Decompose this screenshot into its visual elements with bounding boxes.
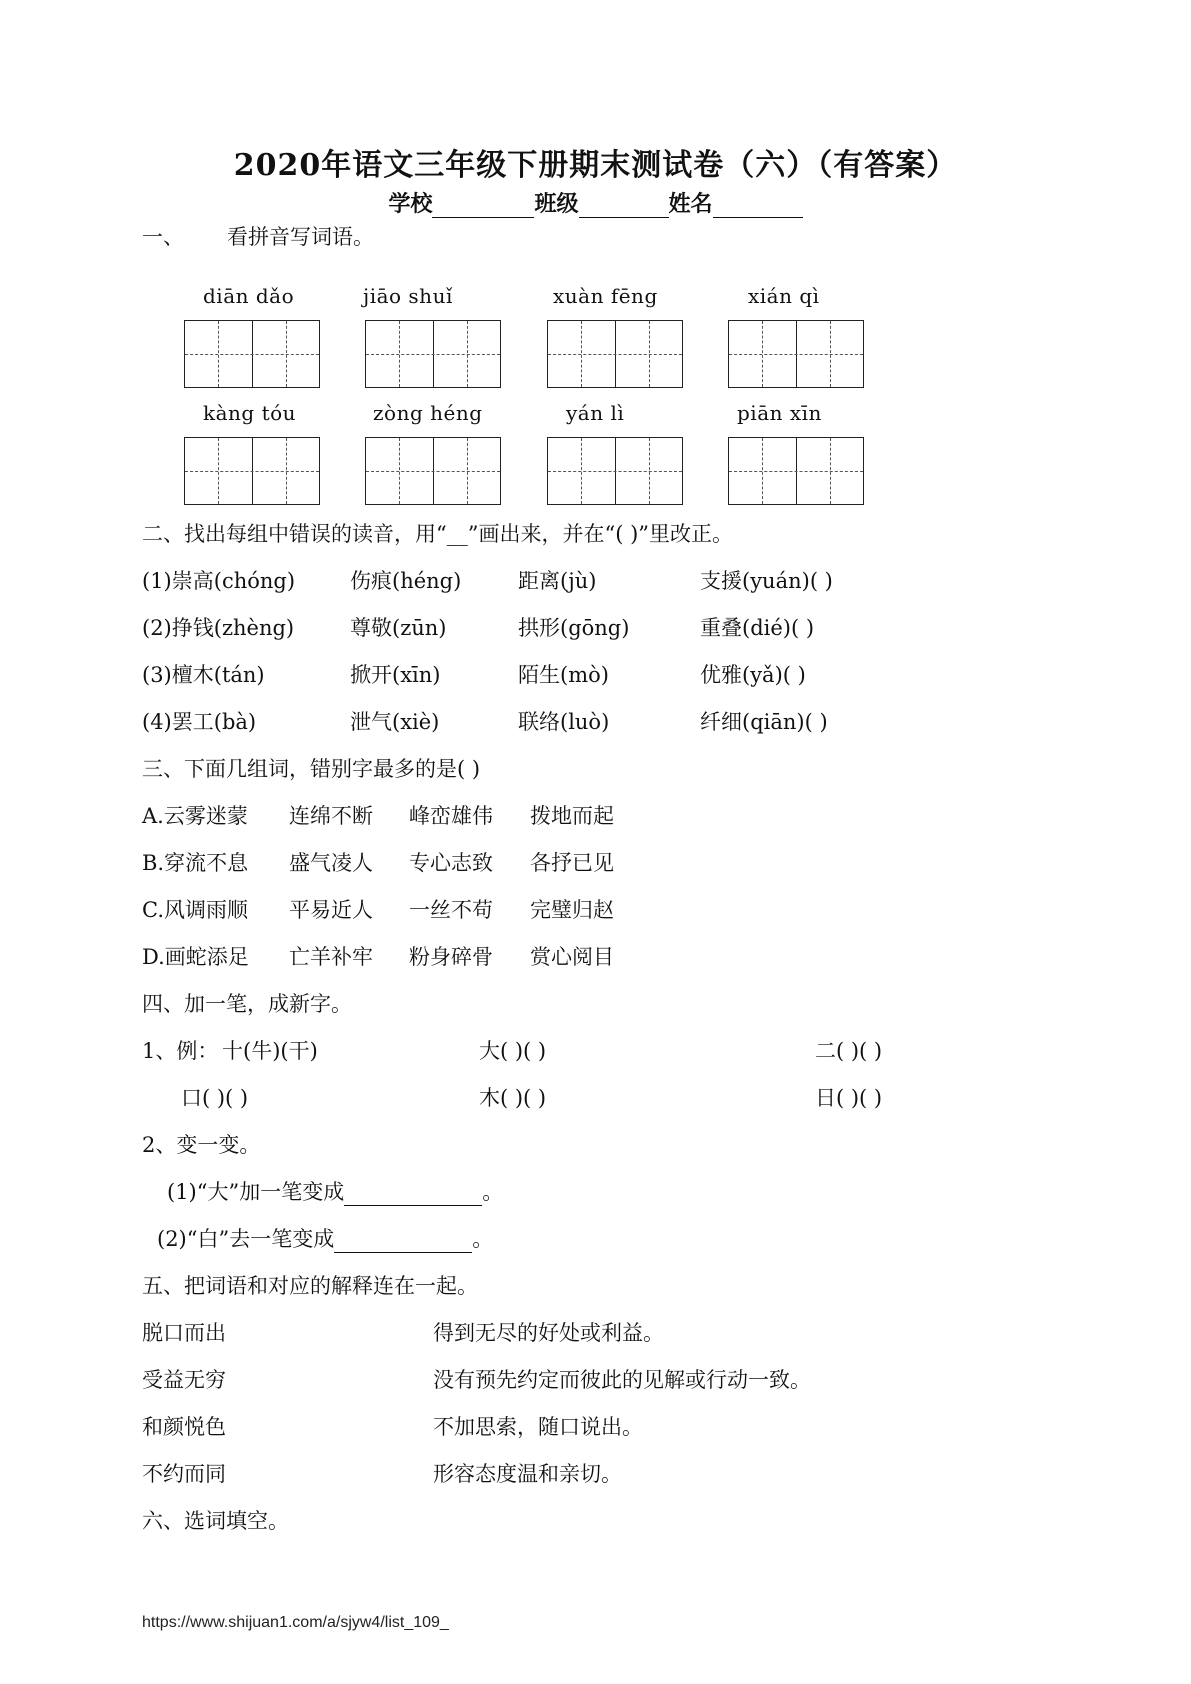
pronunciation-item: 伤痕(héng) — [350, 569, 462, 593]
option-word: 亡羊补牢 — [289, 945, 373, 969]
option-word: 拨地而起 — [530, 804, 614, 828]
match-meaning[interactable]: 不加思索，随口说出。 — [433, 1415, 643, 1439]
match-meaning[interactable]: 没有预先约定而彼此的见解或行动一致。 — [433, 1368, 811, 1392]
q1-label: 1、例： — [142, 1039, 219, 1063]
period: 。 — [482, 1180, 504, 1204]
match-meaning[interactable]: 得到无尽的好处或利益。 — [433, 1321, 664, 1345]
pinyin-8: piān xīn — [737, 401, 822, 425]
writing-grid[interactable] — [728, 437, 864, 505]
pinyin-5: kàng tóu — [203, 401, 297, 425]
option-word: D.画蛇添足 — [142, 945, 249, 969]
example-answer: 十(牛)(干) — [222, 1039, 318, 1063]
pronunciation-item[interactable]: 支援(yuán)( ) — [700, 569, 833, 593]
pronunciation-item: (2)挣钱(zhèng) — [142, 616, 295, 640]
name-label: 姓名 — [668, 191, 713, 217]
option-word: C.风调雨顺 — [142, 898, 248, 922]
pinyin-2: jiāo shuǐ — [363, 284, 453, 308]
q2-label: 2、变一变。 — [142, 1133, 261, 1157]
pronunciation-item: (3)檀木(tán) — [142, 663, 265, 687]
option-word: 专心志致 — [409, 851, 493, 875]
add-stroke-item[interactable]: 日( )( ) — [815, 1086, 883, 1110]
answer-blank[interactable] — [344, 1183, 482, 1206]
pinyin-3: xuàn fēng — [553, 284, 658, 308]
add-stroke-item[interactable]: 大( )( ) — [479, 1039, 547, 1063]
writing-grid[interactable] — [728, 320, 864, 388]
footer-url[interactable]: https://www.shijuan1.com/a/sjyw4/list_109_ — [142, 1614, 449, 1631]
school-label: 学校 — [388, 191, 433, 217]
option-word: 各抒已见 — [530, 851, 614, 875]
match-word[interactable]: 不约而同 — [142, 1462, 226, 1486]
match-word[interactable]: 受益无穷 — [142, 1368, 226, 1392]
option-word: A.云雾迷蒙 — [142, 804, 248, 828]
section-6-heading: 六、选词填空。 — [142, 1509, 289, 1533]
option-word: 盛气凌人 — [289, 851, 373, 875]
option-word: 平易近人 — [289, 898, 373, 922]
option-word: 粉身碎骨 — [409, 945, 493, 969]
student-info-line — [0, 187, 1191, 218]
option-word: 完璧归赵 — [530, 898, 614, 922]
section-1-heading: 看拼音写词语。 — [227, 225, 374, 249]
pronunciation-item: (4)罢工(bà) — [142, 710, 257, 734]
match-meaning[interactable]: 形容态度温和亲切。 — [433, 1462, 622, 1486]
pronunciation-item: 距离(jù) — [518, 569, 597, 593]
pinyin-6: zòng héng — [373, 401, 483, 425]
pronunciation-item: 掀开(xīn) — [350, 663, 441, 687]
option-word: 连绵不断 — [289, 804, 373, 828]
change-item-1 — [167, 1176, 503, 1206]
option-word: 赏心阅目 — [530, 945, 614, 969]
pronunciation-item: 拱形(gōng) — [518, 616, 630, 640]
pronunciation-item: 尊敬(zūn) — [350, 616, 447, 640]
pinyin-1: diān dǎo — [203, 284, 295, 308]
add-stroke-item[interactable]: 口( )( ) — [181, 1086, 249, 1110]
writing-grid[interactable] — [365, 437, 501, 505]
option-word: 峰峦雄伟 — [409, 804, 493, 828]
pronunciation-item[interactable]: 重叠(dié)( ) — [700, 616, 815, 640]
match-word[interactable]: 和颜悦色 — [142, 1415, 226, 1439]
section-2-heading: 二、找出每组中错误的读音，用“__”画出来，并在“( )”里改正。 — [142, 522, 734, 546]
period: 。 — [472, 1227, 494, 1251]
pronunciation-item: 陌生(mò) — [518, 663, 609, 687]
pronunciation-item: 泄气(xiè) — [350, 710, 440, 734]
pronunciation-item[interactable]: 纤细(qiān)( ) — [700, 710, 828, 734]
change-item-2 — [157, 1223, 493, 1253]
pinyin-4: xián qì — [748, 284, 820, 308]
section-5-heading: 五、把词语和对应的解释连在一起。 — [142, 1274, 478, 1298]
add-stroke-item[interactable]: 木( )( ) — [479, 1086, 547, 1110]
writing-grid[interactable] — [365, 320, 501, 388]
section-3-heading: 三、下面几组词，错别字最多的是( ) — [142, 757, 481, 781]
answer-blank[interactable] — [334, 1230, 472, 1253]
add-stroke-item[interactable]: 二( )( ) — [815, 1039, 883, 1063]
section-1-number: 一、 — [142, 225, 184, 249]
school-blank[interactable] — [432, 195, 534, 218]
change-item-1-text: (1)“大”加一笔变成 — [167, 1180, 345, 1204]
class-blank[interactable] — [579, 195, 669, 218]
writing-grid[interactable] — [184, 320, 320, 388]
option-word: 一丝不苟 — [409, 898, 493, 922]
writing-grid[interactable] — [184, 437, 320, 505]
class-label: 班级 — [534, 191, 579, 217]
writing-grid[interactable] — [547, 437, 683, 505]
name-blank[interactable] — [713, 195, 803, 218]
match-word[interactable]: 脱口而出 — [142, 1321, 226, 1345]
pronunciation-item: (1)崇高(chóng) — [142, 569, 296, 593]
pronunciation-item: 联络(luò) — [518, 710, 610, 734]
writing-grid[interactable] — [547, 320, 683, 388]
change-item-2-text: (2)“白”去一笔变成 — [157, 1227, 335, 1251]
pronunciation-item[interactable]: 优雅(yǎ)( ) — [700, 663, 806, 687]
pinyin-7: yán lì — [566, 401, 625, 425]
page-title: 2020年语文三年级下册期末测试卷（六）（有答案） — [233, 148, 958, 183]
option-word: B.穿流不息 — [142, 851, 249, 875]
section-4-heading: 四、加一笔，成新字。 — [142, 992, 352, 1016]
